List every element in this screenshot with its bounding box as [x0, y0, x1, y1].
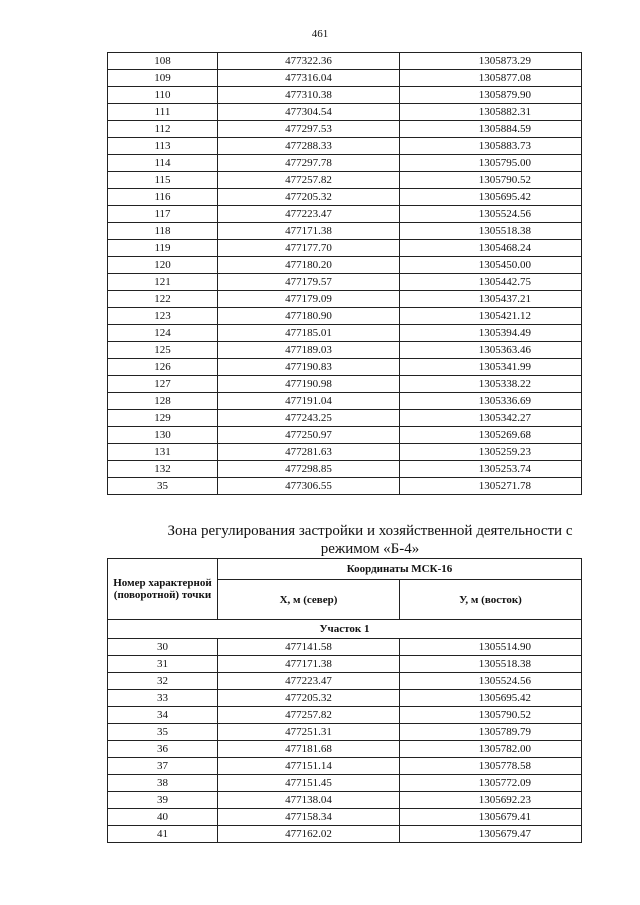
table-row [108, 690, 582, 707]
point-number-cell: 40 [108, 809, 218, 826]
header-point-number: Номер характерной (поворотной) точки [108, 559, 218, 620]
point-number-cell: 123 [108, 308, 218, 325]
x-coordinate-cell: 477138.04 [218, 792, 400, 809]
table-row [108, 707, 582, 724]
table-row [108, 478, 582, 495]
point-number-cell: 36 [108, 741, 218, 758]
x-coordinate-cell: 477316.04 [218, 70, 400, 87]
point-number-cell: 35 [108, 724, 218, 741]
x-coordinate-cell: 477177.70 [218, 240, 400, 257]
table-row [108, 308, 582, 325]
point-number-cell: 114 [108, 155, 218, 172]
y-coordinate-cell: 1305882.31 [400, 104, 582, 121]
x-coordinate-cell: 477250.97 [218, 427, 400, 444]
y-coordinate-cell: 1305341.99 [400, 359, 582, 376]
header-y-east: У, м (восток) [400, 580, 582, 620]
y-coordinate-cell: 1305778.58 [400, 758, 582, 775]
table-row [108, 724, 582, 741]
x-coordinate-cell: 477180.90 [218, 308, 400, 325]
x-coordinate-cell: 477181.68 [218, 741, 400, 758]
x-coordinate-cell: 477162.02 [218, 826, 400, 843]
point-number-cell: 113 [108, 138, 218, 155]
table-row [108, 393, 582, 410]
point-number-cell: 132 [108, 461, 218, 478]
point-number-cell: 31 [108, 656, 218, 673]
x-coordinate-cell: 477180.20 [218, 257, 400, 274]
point-number-cell: 129 [108, 410, 218, 427]
point-number-cell: 108 [108, 53, 218, 70]
point-number-cell: 30 [108, 639, 218, 656]
x-coordinate-cell: 477158.34 [218, 809, 400, 826]
y-coordinate-cell: 1305518.38 [400, 223, 582, 240]
x-coordinate-cell: 477297.78 [218, 155, 400, 172]
y-coordinate-cell: 1305269.68 [400, 427, 582, 444]
table-row [108, 155, 582, 172]
y-coordinate-cell: 1305877.08 [400, 70, 582, 87]
x-coordinate-cell: 477257.82 [218, 707, 400, 724]
y-coordinate-cell: 1305679.41 [400, 809, 582, 826]
point-number-cell: 35 [108, 478, 218, 495]
y-coordinate-cell: 1305883.73 [400, 138, 582, 155]
y-coordinate-cell: 1305518.38 [400, 656, 582, 673]
y-coordinate-cell: 1305772.09 [400, 775, 582, 792]
table-row [108, 87, 582, 104]
y-coordinate-cell: 1305695.42 [400, 189, 582, 206]
coordinates-table-continued [107, 52, 582, 495]
x-coordinate-cell: 477257.82 [218, 172, 400, 189]
zone-b4-coordinates-table [107, 558, 582, 843]
point-number-cell: 109 [108, 70, 218, 87]
y-coordinate-cell: 1305692.23 [400, 792, 582, 809]
point-number-cell: 131 [108, 444, 218, 461]
point-number-cell: 110 [108, 87, 218, 104]
point-number-cell: 115 [108, 172, 218, 189]
table-row [108, 427, 582, 444]
x-coordinate-cell: 477185.01 [218, 325, 400, 342]
x-coordinate-cell: 477322.36 [218, 53, 400, 70]
table-row [108, 172, 582, 189]
y-coordinate-cell: 1305790.52 [400, 707, 582, 724]
x-coordinate-cell: 477304.54 [218, 104, 400, 121]
point-number-cell: 120 [108, 257, 218, 274]
table-header [108, 559, 582, 620]
x-coordinate-cell: 477171.38 [218, 223, 400, 240]
table-row [108, 257, 582, 274]
y-coordinate-cell: 1305363.46 [400, 342, 582, 359]
table-row [108, 274, 582, 291]
x-coordinate-cell: 477179.09 [218, 291, 400, 308]
point-number-cell: 126 [108, 359, 218, 376]
table-row [108, 673, 582, 690]
point-number-cell: 38 [108, 775, 218, 792]
y-coordinate-cell: 1305259.23 [400, 444, 582, 461]
y-coordinate-cell: 1305338.22 [400, 376, 582, 393]
x-coordinate-cell: 477190.98 [218, 376, 400, 393]
point-number-cell: 32 [108, 673, 218, 690]
y-coordinate-cell: 1305679.47 [400, 826, 582, 843]
y-coordinate-cell: 1305879.90 [400, 87, 582, 104]
table-row [108, 809, 582, 826]
y-coordinate-cell: 1305514.90 [400, 639, 582, 656]
table-row [108, 104, 582, 121]
y-coordinate-cell: 1305342.27 [400, 410, 582, 427]
y-coordinate-cell: 1305271.78 [400, 478, 582, 495]
x-coordinate-cell: 477243.25 [218, 410, 400, 427]
table-row [108, 138, 582, 155]
y-coordinate-cell: 1305468.24 [400, 240, 582, 257]
point-number-cell: 41 [108, 826, 218, 843]
x-coordinate-cell: 477306.55 [218, 478, 400, 495]
table-row [108, 223, 582, 240]
point-number-cell: 121 [108, 274, 218, 291]
table-row [108, 325, 582, 342]
table-row [108, 240, 582, 257]
table-row [108, 376, 582, 393]
header-coordinates: Координаты МСК-16 [218, 559, 582, 580]
point-number-cell: 112 [108, 121, 218, 138]
x-coordinate-cell: 477191.04 [218, 393, 400, 410]
x-coordinate-cell: 477190.83 [218, 359, 400, 376]
table-row [108, 461, 582, 478]
page-number: 461 [311, 28, 329, 40]
point-number-cell: 117 [108, 206, 218, 223]
table-row [108, 639, 582, 656]
x-coordinate-cell: 477151.14 [218, 758, 400, 775]
coordinates-table-body [108, 53, 582, 495]
y-coordinate-cell: 1305336.69 [400, 393, 582, 410]
x-coordinate-cell: 477281.63 [218, 444, 400, 461]
y-coordinate-cell: 1305253.74 [400, 461, 582, 478]
x-coordinate-cell: 477310.38 [218, 87, 400, 104]
y-coordinate-cell: 1305789.79 [400, 724, 582, 741]
table-row [108, 775, 582, 792]
y-coordinate-cell: 1305790.52 [400, 172, 582, 189]
table-row [108, 444, 582, 461]
table-row [108, 70, 582, 87]
point-number-cell: 33 [108, 690, 218, 707]
point-number-cell: 39 [108, 792, 218, 809]
table-row [108, 741, 582, 758]
point-number-cell: 122 [108, 291, 218, 308]
y-coordinate-cell: 1305421.12 [400, 308, 582, 325]
x-coordinate-cell: 477251.31 [218, 724, 400, 741]
header-x-north: Х, м (север) [218, 580, 400, 620]
point-number-cell: 34 [108, 707, 218, 724]
point-number-cell: 118 [108, 223, 218, 240]
x-coordinate-cell: 477288.33 [218, 138, 400, 155]
table-row [108, 121, 582, 138]
table-row [108, 410, 582, 427]
section-label: Участок 1 [108, 620, 582, 639]
section-title: Зона регулирования застройки и хозяйственной деятельности с режимом «Б-4» [167, 523, 573, 557]
x-coordinate-cell: 477223.47 [218, 206, 400, 223]
point-number-cell: 127 [108, 376, 218, 393]
y-coordinate-cell: 1305394.49 [400, 325, 582, 342]
table-row [108, 291, 582, 308]
x-coordinate-cell: 477205.32 [218, 189, 400, 206]
section-row [108, 620, 582, 639]
x-coordinate-cell: 477189.03 [218, 342, 400, 359]
table-row [108, 342, 582, 359]
x-coordinate-cell: 477223.47 [218, 673, 400, 690]
y-coordinate-cell: 1305795.00 [400, 155, 582, 172]
x-coordinate-cell: 477141.58 [218, 639, 400, 656]
y-coordinate-cell: 1305884.59 [400, 121, 582, 138]
y-coordinate-cell: 1305437.21 [400, 291, 582, 308]
point-number-cell: 37 [108, 758, 218, 775]
point-number-cell: 111 [108, 104, 218, 121]
table-row [108, 792, 582, 809]
point-number-cell: 119 [108, 240, 218, 257]
point-number-cell: 130 [108, 427, 218, 444]
x-coordinate-cell: 477171.38 [218, 656, 400, 673]
y-coordinate-cell: 1305442.75 [400, 274, 582, 291]
table-row [108, 53, 582, 70]
x-coordinate-cell: 477179.57 [218, 274, 400, 291]
zone-table-body [108, 620, 582, 843]
y-coordinate-cell: 1305782.00 [400, 741, 582, 758]
table-row [108, 206, 582, 223]
x-coordinate-cell: 477205.32 [218, 690, 400, 707]
y-coordinate-cell: 1305873.29 [400, 53, 582, 70]
table-row [108, 656, 582, 673]
table-row [108, 826, 582, 843]
y-coordinate-cell: 1305524.56 [400, 206, 582, 223]
x-coordinate-cell: 477151.45 [218, 775, 400, 792]
point-number-cell: 116 [108, 189, 218, 206]
point-number-cell: 125 [108, 342, 218, 359]
y-coordinate-cell: 1305695.42 [400, 690, 582, 707]
table-row [108, 189, 582, 206]
y-coordinate-cell: 1305524.56 [400, 673, 582, 690]
table-row [108, 758, 582, 775]
x-coordinate-cell: 477297.53 [218, 121, 400, 138]
point-number-cell: 124 [108, 325, 218, 342]
point-number-cell: 128 [108, 393, 218, 410]
y-coordinate-cell: 1305450.00 [400, 257, 582, 274]
x-coordinate-cell: 477298.85 [218, 461, 400, 478]
table-row [108, 359, 582, 376]
